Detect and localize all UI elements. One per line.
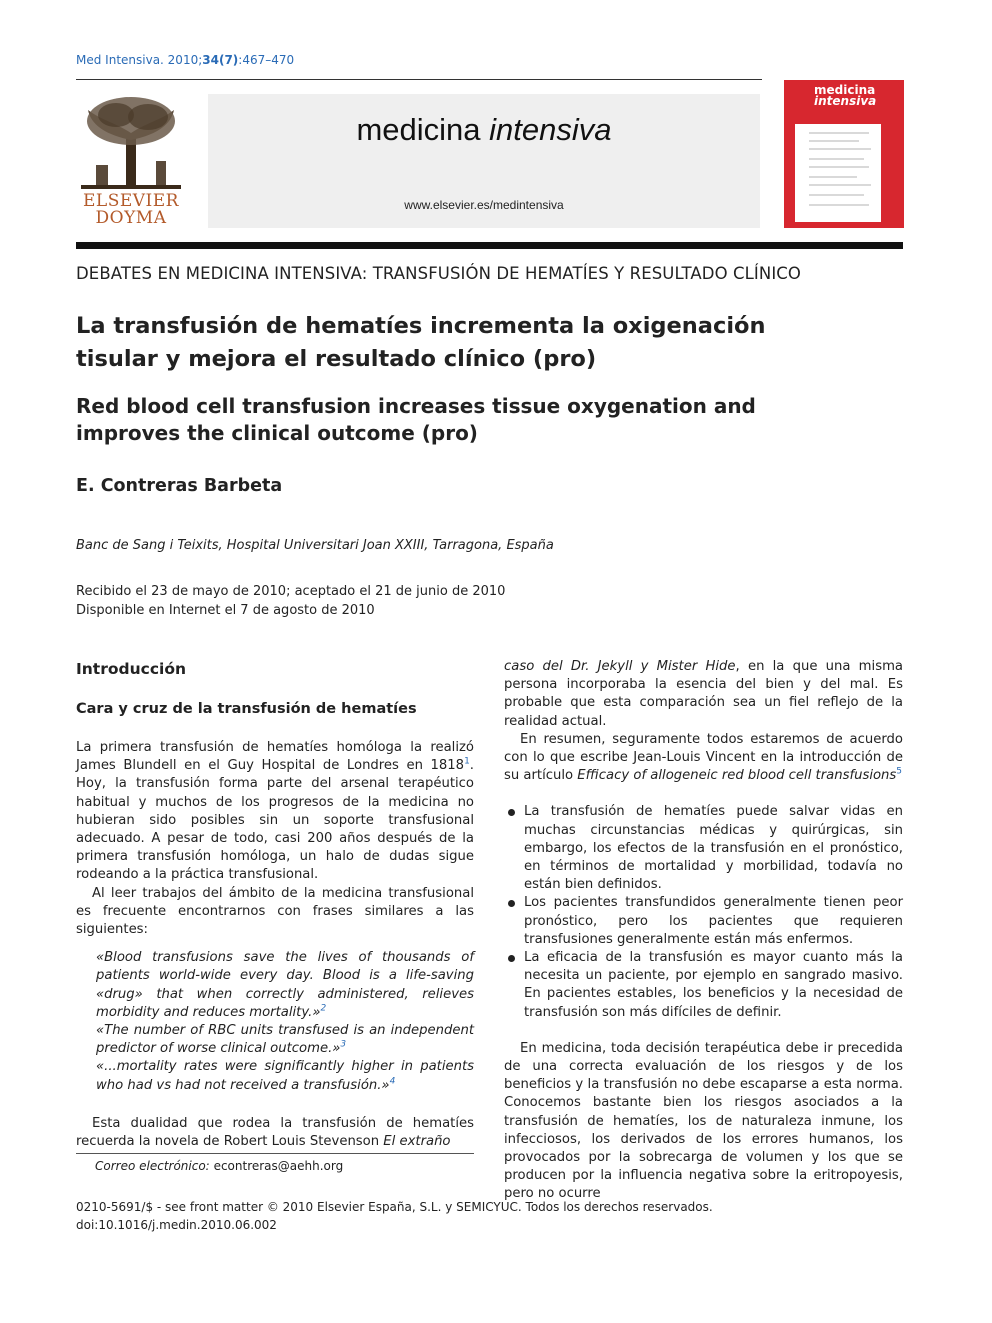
paragraph: Al leer trabajos del ámbito de la medicina transfusional es frecuente encontrarnos con frases similares a las siguientes: [76,885,474,938]
paragraph: En medicina, toda decisión terapéutica debe ir precedida de una correcta evaluación de los riesgos y de los beneficios y la transfusión no debe escaparse a esta norma. Conocemos bastante bien los riesgos asociados a la transfusión de hematíes, los de naturaleza inmune, los infecciosos, los derivados de los errores humanos, los provocados por la sobrecarga de volumen y los que se producen por la influencia negativa sobre la eritropoyesis, pero no ocurre [504,1040,903,1202]
cover-title-line1: medicina [814,83,876,97]
paragraph: La primera transfusión de hematíes homóloga la realizó James Blundell en el Guy Hospital de Londres en 1818$^1$. Hoy, la transfusión forma parte del arsenal terapéutico habitual y muchos de los progresos de la medicina no hubieran sido posibles sin un soporte transfusional adecuado. A pesar de todo, casi 200 años después de la primera transfusión homóloga, un halo de dudas sigue rodeando a la práctica transfusional. [76,740,474,883]
journal-banner [208,94,760,228]
journal-url[interactable]: www.elsevier.es/medintensiva [404,198,564,212]
page-footer [76,1198,713,1234]
quote: «Blood transfusions save the lives of thousands of patients world-wide every day. Blood is a life-saving «drug» that when correctly administered, relieves morbidity and reduces mortality.»$^2$ [96,950,474,1020]
paragraph: Esta dualidad que rodea la transfusión de hematíes recuerda la novela de Robert Louis Stevenson El extraño [76,1115,474,1150]
bullet-item: Los pacientes transfundidos generalmente tienen peor pronóstico, pero los pacientes que requieren transfusiones generalmente están más enfermos. [504,894,903,949]
paragraph: En resumen, seguramente todos estaremos de acuerdo con lo que escribe Jean-Louis Vincent en la introducción de su artículo Efficacy of allogeneic red blood cell transfusions$^5$ [504,731,903,784]
reference-link[interactable]: 4 [389,1076,396,1087]
received-date: Recibido el 23 de mayo de 2010; aceptado el 21 de junio de 2010 [76,584,506,599]
publisher-logo [76,95,186,230]
footnote: Correo electrónico: econtreras@aehh.org [95,1159,344,1173]
article-section: DEBATES EN MEDICINA INTENSIVA: TRANSFUSIÓN DE HEMATÍES Y RESULTADO CLÍNICO [76,264,802,283]
cover-title-line2: intensiva [814,94,877,108]
reference-link[interactable]: 2 [320,1003,327,1014]
journal-citation[interactable]: Med Intensiva. 2010;34(7):467–470 [76,53,295,67]
journal-cover-thumbnail [784,80,904,228]
cover-contents-panel [795,124,881,222]
subsection-heading: Cara y cruz de la transfusión de hematíes [76,701,417,717]
bullet-icon [508,809,515,816]
article-author: E. Contreras Barbeta [76,476,283,496]
right-column-body [504,658,903,1204]
bullet-icon [508,955,515,962]
paragraph: caso del Dr. Jekyll y Mister Hide, en la que una misma persona incorporaba la esencia del bien y del mal. Es probable que esta comparación sea un fiel reflejo de la realidad actual. [504,659,903,729]
reference-link[interactable]: 5 [896,766,903,777]
bullet-item: La eficacia de la transfusión es mayor cuanto más la necesita un paciente, por ejemplo en sangrado masivo. En pacientes estables, los beneficios y la necesidad de transfusión son más difíciles de definir. [504,949,903,1022]
available-date: Disponible en Internet el 7 de agosto de 2010 [76,603,375,618]
tree-logo-icon [76,95,186,191]
bullet-item: La transfusión de hematíes puede salvar vidas en muchas circunstancias médicas y quirúrgicas, sin embargo, los efectos de la transfusión en el pronóstico, en términos de mortalidad y morbilidad, todavía no están bien definidos. [504,803,903,894]
journal-name: medicina intensiva [356,112,612,147]
author-email[interactable]: econtreras@aehh.org [213,1159,344,1173]
section-heading: Introducción [76,660,187,678]
header-rule [76,79,762,80]
left-column-body [76,739,474,1151]
article-subtitle: Red blood cell transfusion increases tissue oxygenation and improves the clinical outcome (pro) [76,394,756,445]
header-thick-rule [76,242,903,249]
reference-link[interactable]: 1 [464,756,470,767]
doi-link[interactable]: doi:10.1016/j.medin.2010.06.002 [76,1218,277,1232]
reference-link[interactable]: 3 [340,1039,347,1050]
author-affiliation: Banc de Sang i Teixits, Hospital Universitari Joan XXIII, Tarragona, España [76,538,554,553]
logo-text-doyma: DOYMA [95,208,167,228]
copyright-line: 0210-5691/$ - see front matter © 2010 Elsevier España, S.L. y SEMICYUC. Todos los derechos reservados. [76,1200,713,1214]
article-dates [76,582,505,620]
footnote-rule [76,1153,474,1154]
bullet-icon [508,900,515,907]
article-title: La transfusión de hematíes incrementa la oxigenación tisular y mejora el resultado clínico (pro) [76,313,766,372]
quote: «...mortality rates were significantly higher in patients who had vs had not received a transfusión.»$^4$ [96,1059,474,1093]
logo-text-elsevier: ELSEVIER [83,191,179,211]
quote: «The number of RBC units transfused is an independent predictor of worse clinical outcome.»$^3$ [96,1023,474,1057]
